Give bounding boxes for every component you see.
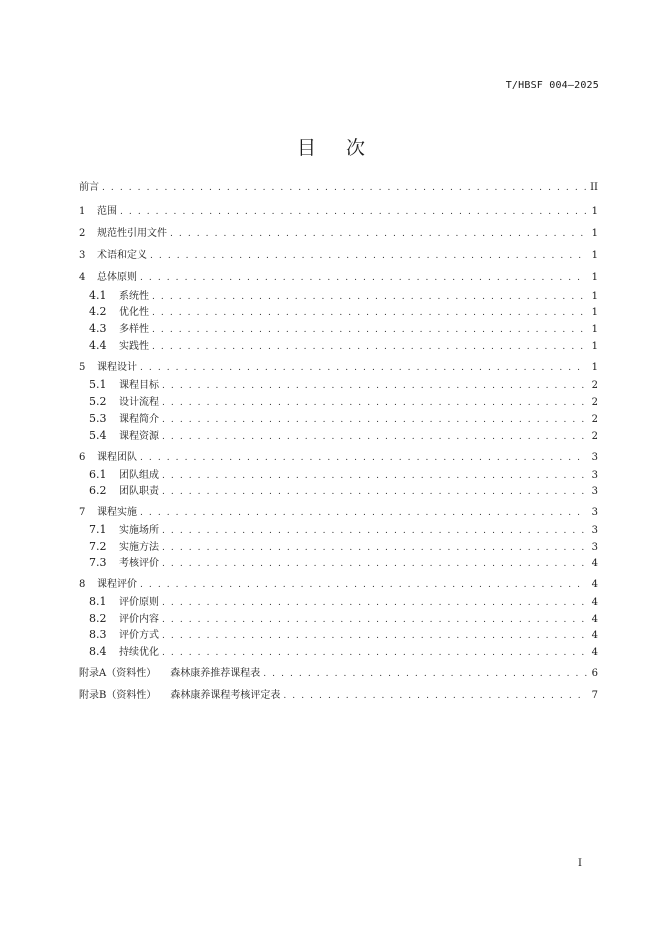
toc-entry-page: 3 <box>591 470 598 481</box>
toc-entry-label: 术语和定义 <box>97 250 147 261</box>
toc-dot-leader <box>162 468 587 484</box>
toc-entry-number: 5.1 <box>89 378 107 391</box>
toc-entry-page: 1 <box>591 206 598 217</box>
toc-entry-label: 规范性引用文件 <box>97 228 167 239</box>
toc-entry[interactable] <box>79 688 598 704</box>
toc-entry-page: 4 <box>591 597 598 608</box>
toc-entry[interactable] <box>79 666 598 682</box>
toc-entry-label: 总体原则 <box>97 272 137 283</box>
page-title: 目次 <box>296 137 395 159</box>
toc-entry-label: 课程简介 <box>119 414 159 425</box>
toc-entry-page: 1 <box>591 324 598 335</box>
toc-entry-label: 范围 <box>97 206 117 217</box>
toc-entry-label: 课程目标 <box>119 380 159 391</box>
toc-entry[interactable] <box>89 594 598 610</box>
toc-entry-page: 4 <box>591 579 598 590</box>
toc-dot-leader <box>162 628 587 644</box>
toc-dot-leader <box>162 484 587 500</box>
toc-entry-label: 森林康养推荐课程表 <box>170 668 261 679</box>
toc-entry-number: 4.2 <box>89 305 107 318</box>
toc-entry-label: 持续优化 <box>119 647 159 658</box>
toc-entry[interactable] <box>89 394 598 410</box>
toc-entry-number: 7.2 <box>89 540 107 553</box>
doc-code: T/HBSF 004—2025 <box>505 80 599 91</box>
toc-entry-number: 4.4 <box>89 339 107 352</box>
toc-entry-number: 7.1 <box>89 523 107 536</box>
toc-entry[interactable] <box>89 644 598 660</box>
toc-entry[interactable] <box>89 321 598 337</box>
toc-entry[interactable] <box>89 467 598 483</box>
toc-entry-page: 4 <box>591 647 598 658</box>
toc-entry-page: 7 <box>591 690 598 701</box>
toc-entry-label: 多样性 <box>119 324 149 335</box>
toc-entry-number: 1 <box>79 206 86 217</box>
toc-entry-number: 附录B（资料性） <box>79 690 157 701</box>
toc-entry-number: 7 <box>79 507 86 518</box>
toc-entry-label: 评价内容 <box>119 614 159 625</box>
toc-entry-page: 2 <box>591 414 598 425</box>
toc-entry[interactable] <box>89 288 598 304</box>
toc-entry-number: 5.3 <box>89 412 107 425</box>
toc-entry-page: 1 <box>591 250 598 261</box>
toc-entry-number: 7.3 <box>89 556 107 569</box>
toc-entry[interactable] <box>89 483 598 499</box>
toc-entry-page: 4 <box>591 558 598 569</box>
toc-entry-page: 3 <box>591 525 598 536</box>
toc-entry-number: 5.4 <box>89 429 107 442</box>
toc-entry[interactable] <box>79 204 598 220</box>
toc-dot-leader <box>140 505 587 521</box>
toc-entry-label: 团队组成 <box>119 470 159 481</box>
toc-entry-label: 设计流程 <box>119 397 159 408</box>
toc-entry-page: II <box>590 182 598 193</box>
toc-entry-page: 4 <box>591 630 598 641</box>
toc-entry-number: 4.1 <box>89 289 107 302</box>
toc-entry-number: 5.2 <box>89 395 107 408</box>
toc-entry-page: 2 <box>591 431 598 442</box>
toc-entry-label: 课程实施 <box>97 507 137 518</box>
toc-entry-page: 4 <box>591 614 598 625</box>
toc-entry-label: 评价方式 <box>119 630 159 641</box>
toc-entry-number: 4.3 <box>89 322 107 335</box>
toc-entry-page: 1 <box>591 228 598 239</box>
footer-page-number: I <box>578 858 582 869</box>
toc-entry[interactable] <box>89 539 598 555</box>
toc-entry[interactable] <box>79 226 598 242</box>
toc-entry-page: 1 <box>591 307 598 318</box>
toc-entry-number: 6.2 <box>89 484 107 497</box>
toc-entry[interactable] <box>79 180 598 196</box>
toc-entry-number: 6.1 <box>89 468 107 481</box>
toc-entry-label: 实践性 <box>119 341 149 352</box>
toc-entry[interactable] <box>89 338 598 354</box>
toc-dot-leader <box>162 595 587 611</box>
toc-dot-leader <box>140 577 587 593</box>
toc-dot-leader <box>162 556 587 572</box>
toc-dot-leader <box>263 666 587 682</box>
toc-dot-leader <box>162 645 587 661</box>
toc-entry[interactable] <box>89 522 598 538</box>
toc-entry-label: 森林康养课程考核评定表 <box>170 690 281 701</box>
toc-entry-label: 评价原则 <box>119 597 159 608</box>
toc-entry[interactable] <box>79 450 598 466</box>
toc-entry-label: 前言 <box>79 182 99 193</box>
toc-entry-page: 1 <box>591 272 598 283</box>
toc-entry-page: 1 <box>591 362 598 373</box>
toc-entry-number: 5 <box>79 362 86 373</box>
toc-dot-leader <box>162 429 587 445</box>
toc-dot-leader <box>152 305 587 321</box>
toc-entry-number: 8.3 <box>89 628 107 641</box>
toc-entry-label: 团队职责 <box>119 486 159 497</box>
toc-entry-label: 课程设计 <box>97 362 137 373</box>
toc-entry-label: 实施方法 <box>119 542 159 553</box>
toc-entry-label: 系统性 <box>119 291 149 302</box>
toc-dot-leader <box>283 688 587 704</box>
toc-entry[interactable] <box>89 411 598 427</box>
toc-entry[interactable] <box>89 377 598 393</box>
toc-entry-page: 1 <box>591 291 598 302</box>
toc-entry[interactable] <box>89 611 598 627</box>
toc-entry-page: 3 <box>591 452 598 463</box>
toc-entry-label: 实施场所 <box>119 525 159 536</box>
toc-entry-number: 6 <box>79 452 86 463</box>
toc-entry[interactable] <box>89 304 598 320</box>
toc-entry[interactable] <box>79 248 598 264</box>
toc-entry[interactable] <box>79 577 598 593</box>
toc-entry-page: 2 <box>591 397 598 408</box>
toc-entry-page: 3 <box>591 507 598 518</box>
toc-entry-page: 2 <box>591 380 598 391</box>
toc-entry-number: 4 <box>79 272 86 283</box>
toc-entry-label: 课程评价 <box>97 579 137 590</box>
toc-entry-page: 3 <box>591 486 598 497</box>
toc-dot-leader <box>170 226 587 242</box>
toc-entry-number: 8.1 <box>89 595 107 608</box>
toc-dot-leader <box>150 248 587 264</box>
toc-entry[interactable] <box>89 627 598 643</box>
toc-dot-leader <box>140 360 587 376</box>
toc-entry-page: 1 <box>591 341 598 352</box>
toc-entry[interactable] <box>79 270 598 286</box>
toc-entry-number: 附录A（资料性） <box>79 668 157 679</box>
toc-dot-leader <box>140 270 587 286</box>
toc-dot-leader <box>152 289 587 305</box>
toc-dot-leader <box>162 395 587 411</box>
toc-entry-page: 3 <box>591 542 598 553</box>
toc-entry-number: 8.4 <box>89 645 107 658</box>
toc-entry-number: 3 <box>79 250 86 261</box>
toc-dot-leader <box>162 612 587 628</box>
toc-entry[interactable] <box>89 555 598 571</box>
toc-dot-leader <box>152 339 587 355</box>
toc-entry-page: 6 <box>591 668 598 679</box>
toc-dot-leader <box>162 523 587 539</box>
toc-entry-label: 优化性 <box>119 307 149 318</box>
toc-entry-number: 8 <box>79 579 86 590</box>
toc-dot-leader <box>140 450 587 466</box>
toc-entry-label: 考核评价 <box>119 558 159 569</box>
toc-entry-label: 课程资源 <box>119 431 159 442</box>
toc-dot-leader <box>102 180 587 196</box>
toc-dot-leader <box>152 322 587 338</box>
toc-entry[interactable] <box>79 505 598 521</box>
toc-dot-leader <box>162 540 587 556</box>
toc-entry-label: 课程团队 <box>97 452 137 463</box>
toc-dot-leader <box>162 378 587 394</box>
toc-entry-number: 8.2 <box>89 612 107 625</box>
toc-dot-leader <box>120 204 587 220</box>
toc-entry[interactable] <box>89 428 598 444</box>
toc-entry-number: 2 <box>79 228 86 239</box>
toc-dot-leader <box>162 412 587 428</box>
toc-entry[interactable] <box>79 360 598 376</box>
